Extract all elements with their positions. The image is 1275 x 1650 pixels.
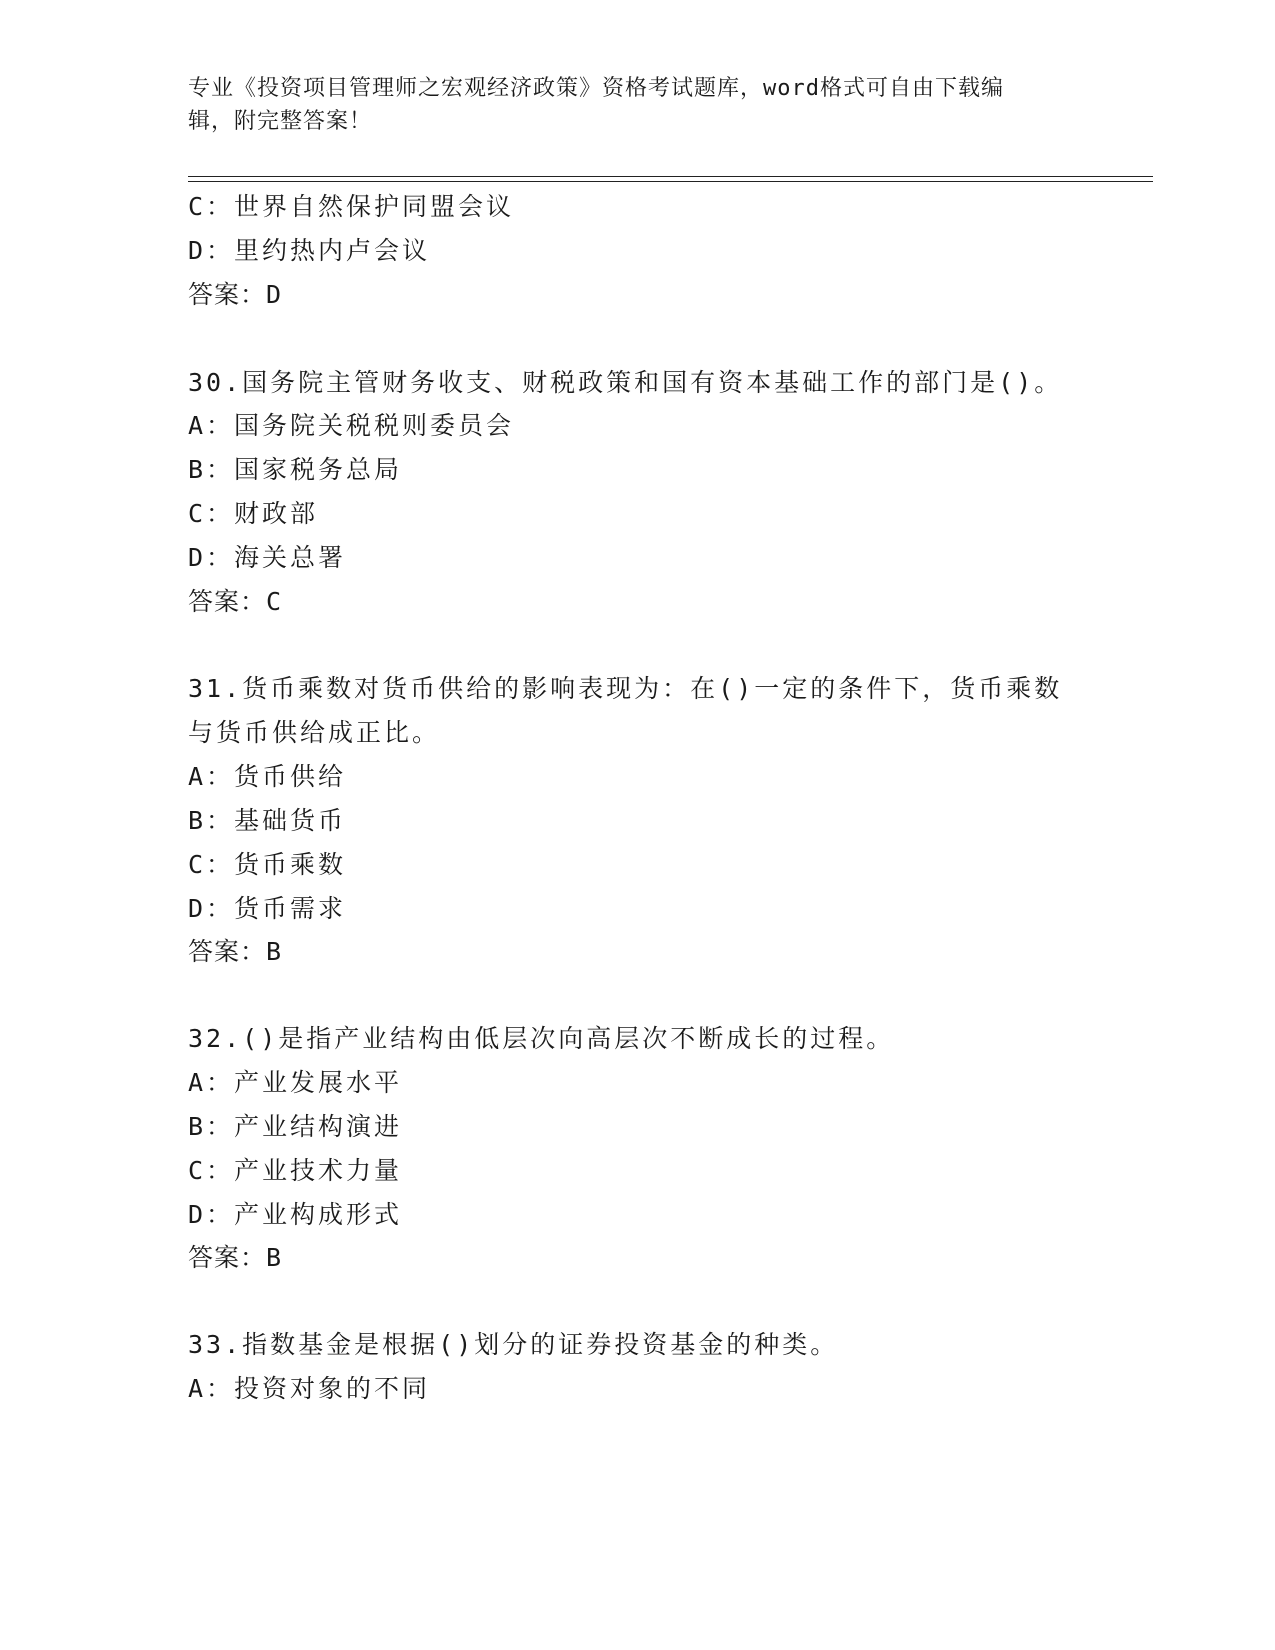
header-divider-top — [188, 176, 1153, 177]
document-header — [188, 72, 1068, 138]
q33-stem: 33.指数基金是根据()划分的证券投资基金的种类。 — [188, 1330, 839, 1359]
q33-option-a: A：投资对象的不同 — [188, 1374, 431, 1403]
answer-value: C — [266, 587, 283, 616]
answer-value: D — [266, 280, 283, 309]
answer-label: 答案： — [188, 937, 267, 966]
q31-option-a: A：货币供给 — [188, 762, 347, 791]
q32-stem: 32.()是指产业结构由低层次向高层次不断成长的过程。 — [188, 1024, 895, 1053]
q30-option-c: C：财政部 — [188, 499, 319, 528]
answer-label: 答案： — [188, 1243, 267, 1272]
header-line-1: 专业《投资项目管理师之宏观经济政策》资格考试题库，word格式可自由下载编 — [188, 76, 1004, 101]
answer-label: 答案： — [188, 280, 267, 309]
q32-option-a: A：产业发展水平 — [188, 1068, 403, 1097]
q32-answer — [188, 1241, 282, 1275]
header-line-2: 辑，附完整答案！ — [188, 109, 373, 134]
header-divider-bottom — [188, 181, 1153, 182]
q31-stem-line-1: 31.货币乘数对货币供给的影响表现为：在()一定的条件下，货币乘数 — [188, 674, 1063, 703]
q32-option-d: D：产业构成形式 — [188, 1200, 403, 1229]
q32-option-b: B：产业结构演进 — [188, 1112, 403, 1141]
q31-answer — [188, 935, 282, 969]
q31-option-b: B：基础货币 — [188, 806, 347, 835]
q31-option-c: C：货币乘数 — [188, 850, 347, 879]
prev-answer — [188, 278, 282, 312]
answer-label: 答案： — [188, 587, 267, 616]
q30-option-b: B：国家税务总局 — [188, 455, 403, 484]
q31-stem-line-2: 与货币供给成正比。 — [188, 718, 441, 747]
q30-option-a: A：国务院关税税则委员会 — [188, 411, 515, 440]
q30-answer — [188, 585, 282, 619]
prev-option-d: D：里约热内卢会议 — [188, 236, 431, 265]
q32-option-c: C：产业技术力量 — [188, 1156, 403, 1185]
q31-option-d: D：货币需求 — [188, 894, 347, 923]
answer-value: B — [266, 937, 283, 966]
q30-option-d: D：海关总署 — [188, 543, 347, 572]
q30-stem: 30.国务院主管财务收支、财税政策和国有资本基础工作的部门是()。 — [188, 368, 1063, 397]
answer-value: B — [266, 1243, 283, 1272]
prev-option-c: C：世界自然保护同盟会议 — [188, 192, 515, 221]
